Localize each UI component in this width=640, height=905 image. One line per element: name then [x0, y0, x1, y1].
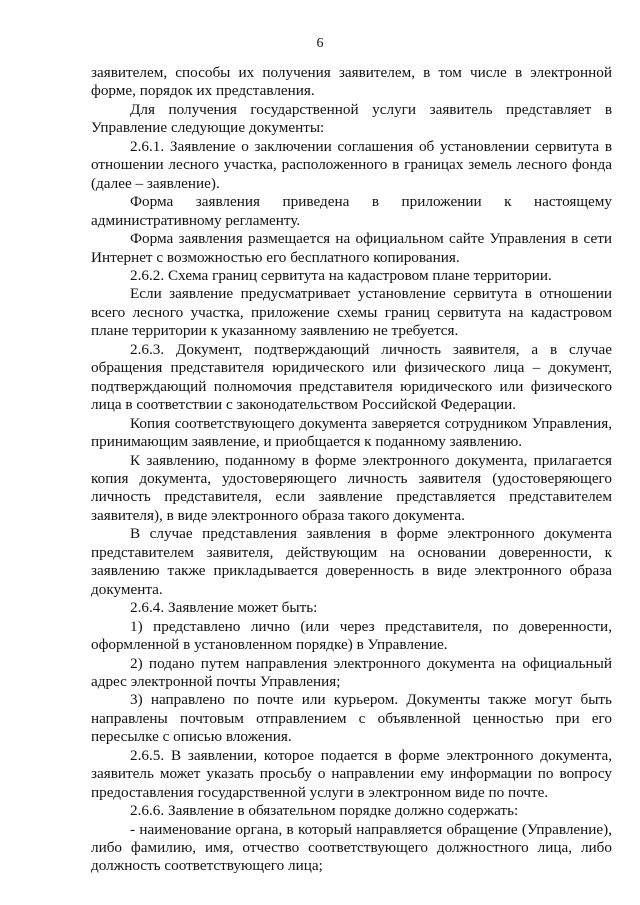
paragraph: 1) представлено лично (или через представителя, по доверенности, оформленной в установленном порядке) в Управление. [91, 617, 612, 654]
paragraph: 2.6.4. Заявление может быть: [130, 599, 318, 617]
paragraph: Если заявление предусматривает установление сервитута в отношении всего лесного участка, приложение схемы границ сервитута на кадастровом плане территории к указанному заявлению не требуется. [91, 285, 612, 340]
paragraph: 2.6.5. В заявлении, которое подается в форме электронного документа, заявитель может указать просьбу о направлении ему информации по вопросу предоставления государственной услуги в электронном виде по почте. [91, 746, 612, 801]
paragraph: 2) подано путем направления электронного документа на официальный адрес электронной почты Управления; [91, 654, 612, 690]
paragraph: Форма заявления размещается на официальном сайте Управления в сети Интернет с возможностью его бесплатного копирования. [91, 230, 612, 266]
paragraph: К заявлению, поданному в форме электронного документа, прилагается копия документа, удостоверяющего личность заявителя (удостоверяющего личность представителя, если заявление представляется представителем заявителя), в виде электронного образа такого документа. [91, 451, 612, 524]
paragraph: 2.6.2. Схема границ сервитута на кадастровом плане территории. [130, 266, 552, 284]
paragraph: В случае представления заявления в форме электронного документа представителем заявителя, действующим на основании доверенности, к заявлению также прикладывается доверенность в виде электронного образа документа. [91, 525, 612, 598]
paragraph: 2.6.6. Заявление в обязательном порядке должно содержать: [130, 802, 519, 820]
paragraph: 2.6.1. Заявление о заключении соглашения об установлении сервитута в отношении лесного участка, расположенного в границах земель лесного фонда (далее – заявление). [91, 137, 612, 192]
paragraph: 3) направлено по почте или курьером. Документы также могут быть направлены почтовым отправлением с объявленной ценностью при его пересылке с описью вложения. [91, 691, 612, 746]
paragraph: Форма заявления приведена в приложении к настоящему административному регламенту. [91, 193, 612, 229]
paragraph: Для получения государственной услуги заявитель представляет в Управление следующие документы: [91, 100, 612, 137]
paragraph: 2.6.3. Документ, подтверждающий личность заявителя, а в случае обращения представителя юридического или физического лица – документ, подтверждающий полномочия представителя юридического или физического лица в соответствии с законодательством Российской Федерации. [91, 340, 612, 414]
document-body [91, 64, 612, 876]
paragraph: Копия соответствующего документа заверяется сотрудником Управления, принимающим заявление, и приобщается к поданному заявлению. [91, 414, 612, 451]
paragraph: заявителем, способы их получения заявителем, в том числе в электронной форме, порядок их представления. [91, 64, 612, 100]
page-number: 6 [316, 36, 324, 51]
paragraph: - наименование органа, в который направляется обращение (Управление), либо фамилию, имя, отчество соответствующего должностного лица, либо должность соответствующего лица; [91, 820, 612, 875]
